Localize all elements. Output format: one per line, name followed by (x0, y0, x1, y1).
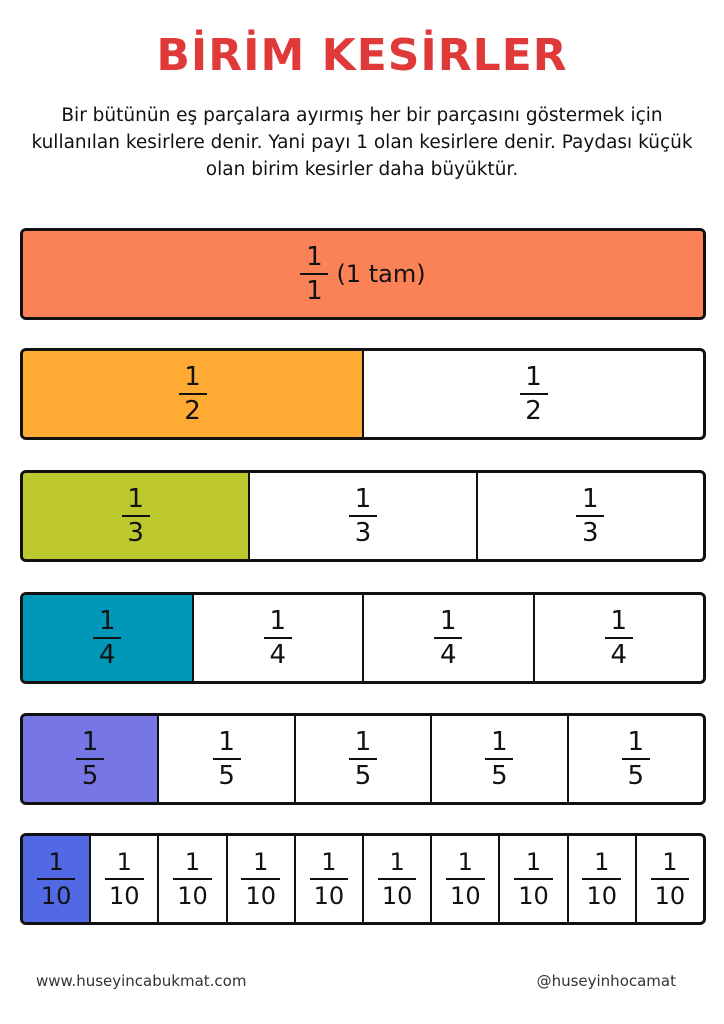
fraction-denominator: 3 (354, 518, 372, 548)
fraction-numerator: 1 (253, 848, 269, 876)
unit-fraction (179, 363, 207, 425)
fraction-numerator: 1 (627, 727, 645, 757)
fraction-numerator: 1 (582, 484, 599, 514)
whole-label: (1 tam) (336, 260, 426, 288)
unit-fraction (349, 728, 377, 790)
fraction-numerator: 1 (457, 848, 473, 876)
fraction-cell (23, 351, 362, 437)
unit-fraction (485, 728, 513, 790)
fraction-cell (23, 595, 192, 681)
fraction-denominator: 10 (313, 882, 345, 910)
fraction-row-1 (20, 228, 706, 320)
fraction-denominator: 10 (245, 882, 276, 910)
fraction-numerator: 1 (48, 848, 64, 876)
fraction-cell (362, 595, 533, 681)
fraction-numerator: 1 (525, 362, 542, 392)
fraction-row-5 (20, 713, 706, 805)
unit-fraction (582, 848, 621, 910)
fraction-denominator: 10 (109, 882, 140, 910)
unit-fraction (241, 848, 280, 910)
fraction-numerator: 1 (321, 848, 337, 876)
unit-fraction (446, 848, 485, 910)
fraction-row-3 (20, 470, 706, 562)
fraction-cell (362, 351, 703, 437)
unit-fraction (349, 485, 377, 547)
fraction-numerator: 1 (184, 362, 201, 392)
unit-fraction (514, 848, 553, 910)
fraction-cell (294, 836, 362, 922)
unit-fraction (310, 848, 349, 910)
fraction-denominator: 1 (306, 276, 323, 306)
fraction-denominator: 10 (654, 882, 686, 910)
fraction-cell (567, 836, 635, 922)
unit-fraction (264, 607, 292, 669)
unit-fraction (122, 485, 150, 547)
unit-fraction (173, 848, 212, 910)
unit-fraction (37, 848, 76, 910)
fraction-cell (430, 716, 566, 802)
fraction-denominator: 2 (525, 396, 542, 426)
unit-fraction (93, 607, 121, 669)
unit-fraction (300, 243, 328, 305)
fraction-numerator: 1 (306, 242, 323, 272)
unit-fraction (105, 848, 144, 910)
fraction-numerator: 1 (662, 848, 678, 876)
fraction-numerator: 1 (354, 727, 372, 757)
fraction-numerator: 1 (594, 848, 610, 876)
unit-fraction (520, 363, 548, 425)
fraction-cell (294, 716, 430, 802)
fraction-numerator: 1 (269, 606, 287, 636)
fraction-cell (23, 836, 89, 922)
fraction-cell (226, 836, 294, 922)
fraction-denominator: 10 (450, 882, 481, 910)
fraction-cell (430, 836, 498, 922)
intro-paragraph: Bir bütünün eş parçalara ayırmış her bir parçasını göstermek için kullanılan kesirlere denir. Yani payı 1 olan kesirlere denir. Paydası küçük olan birim kesirler daha büyüktür. (31, 105, 693, 180)
fraction-cell (635, 836, 703, 922)
fraction-denominator: 5 (491, 761, 508, 791)
fraction-denominator: 4 (269, 640, 287, 670)
fraction-cell (498, 836, 566, 922)
fraction-denominator: 2 (184, 396, 201, 426)
fraction-cell (476, 473, 703, 559)
fraction-cell (567, 716, 703, 802)
fraction-denominator: 5 (354, 761, 372, 791)
fraction-denominator: 5 (218, 761, 235, 791)
fraction-cell (23, 473, 248, 559)
fraction-numerator: 1 (218, 727, 235, 757)
unit-fraction (576, 485, 604, 547)
fraction-cell (192, 595, 363, 681)
fraction-denominator: 10 (177, 882, 208, 910)
fraction-denominator: 5 (81, 761, 99, 791)
fraction-cell (362, 836, 430, 922)
fraction-row-4 (20, 592, 706, 684)
fraction-denominator: 10 (518, 882, 549, 910)
fraction-denominator: 4 (610, 640, 628, 670)
footer-website: www.huseyincabukmat.com (36, 972, 247, 990)
fraction-denominator: 4 (439, 640, 457, 670)
fraction-numerator: 1 (525, 848, 542, 876)
fraction-row-10 (20, 833, 706, 925)
fraction-denominator: 4 (98, 640, 116, 670)
fraction-cell (248, 473, 475, 559)
fraction-numerator: 1 (389, 848, 405, 876)
unit-fraction (213, 728, 241, 790)
fraction-cell (533, 595, 704, 681)
fraction-numerator: 1 (354, 484, 372, 514)
unit-fraction (378, 848, 417, 910)
fraction-numerator: 1 (116, 848, 132, 876)
fraction-denominator: 5 (627, 761, 645, 791)
fraction-numerator: 1 (610, 606, 628, 636)
fraction-numerator: 1 (439, 606, 457, 636)
fraction-denominator: 10 (381, 882, 413, 910)
fraction-numerator: 1 (98, 606, 116, 636)
page-title: BİRİM KESİRLER (156, 30, 568, 81)
fraction-cell (157, 716, 293, 802)
fraction-numerator: 1 (127, 484, 144, 514)
fraction-cell (89, 836, 157, 922)
fraction-denominator: 3 (127, 518, 144, 548)
footer-social-handle: @huseyinhocamat (536, 972, 676, 990)
fraction-cell (23, 716, 157, 802)
fraction-cell (157, 836, 225, 922)
fraction-denominator: 10 (586, 882, 617, 910)
fraction-row-2 (20, 348, 706, 440)
unit-fraction (605, 607, 633, 669)
fraction-numerator: 1 (184, 848, 201, 876)
unit-fraction (76, 728, 104, 790)
fraction-denominator: 10 (40, 882, 72, 910)
unit-fraction (622, 728, 650, 790)
fraction-numerator: 1 (81, 727, 99, 757)
fraction-numerator: 1 (491, 727, 508, 757)
fraction-denominator: 3 (582, 518, 599, 548)
fraction-cell (23, 231, 703, 317)
unit-fraction (651, 848, 690, 910)
unit-fraction (434, 607, 462, 669)
